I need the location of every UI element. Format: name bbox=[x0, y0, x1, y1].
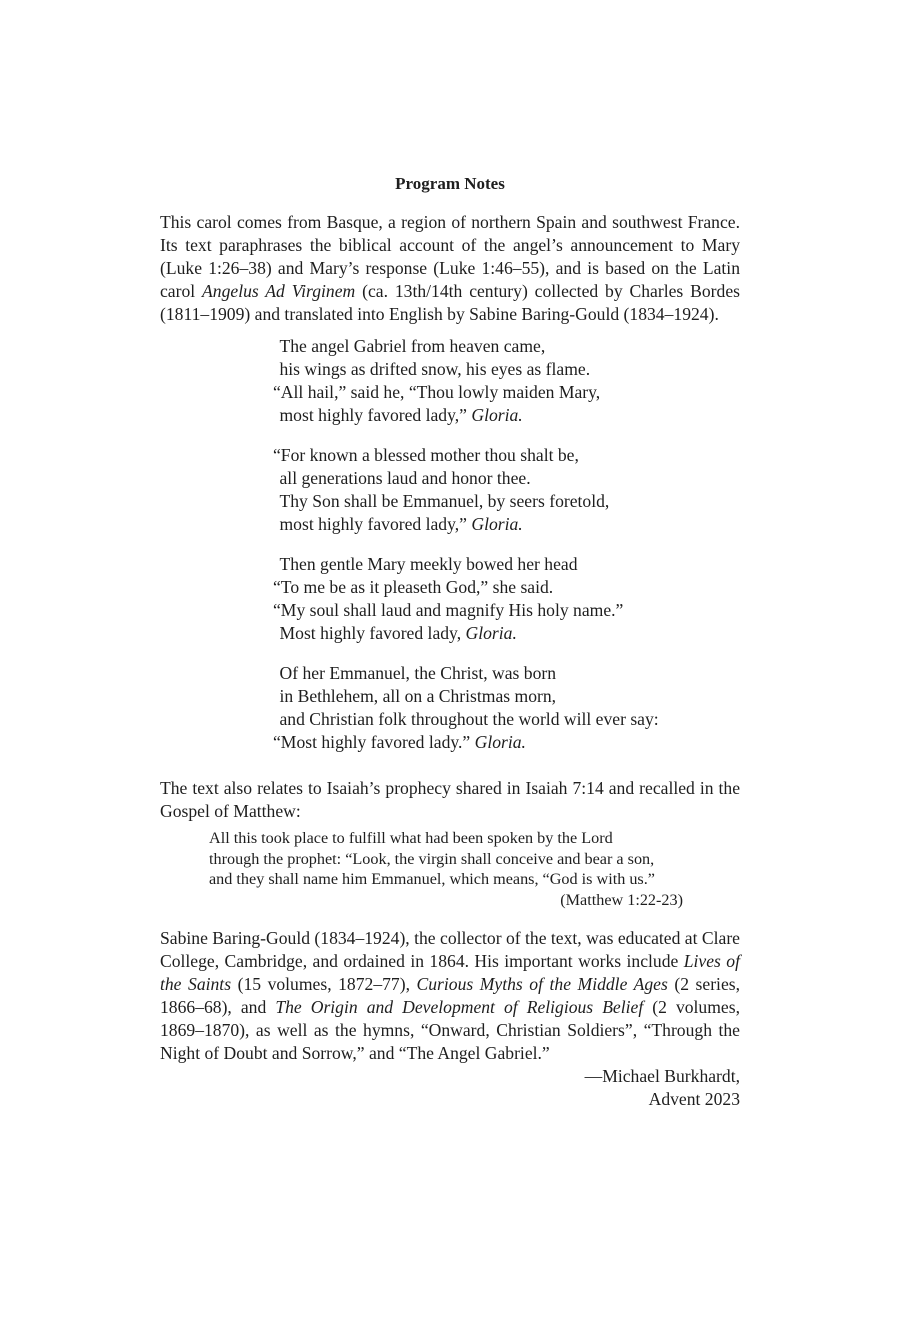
intro-line: Its text paraphrases the biblical account of the angel’s announcement to Mary bbox=[160, 235, 740, 255]
poem-line: his wings as drifted snow, his eyes as flame. bbox=[279, 359, 591, 379]
quote-line: and they shall name him Emmanuel, which means, “God is with us.” bbox=[209, 870, 655, 888]
bio-line: 1869–1870), as well as the hymns, “Onward, Christian Soldiers”, “Through the bbox=[160, 1020, 740, 1040]
signature bbox=[585, 1065, 740, 1111]
poem-line: “To me be as it pleaseth God,” she said. bbox=[273, 577, 554, 597]
poem-line: in Bethlehem, all on a Christmas morn, bbox=[279, 686, 557, 706]
isaiah-line: Gospel of Matthew: bbox=[160, 801, 301, 821]
intro-line: carol Angelus Ad Virginem (ca. 13th/14th century) collected by Charles Bordes bbox=[160, 281, 740, 301]
quote-line: through the prophet: “Look, the virgin shall conceive and bear a son, bbox=[209, 849, 655, 868]
bio-line: the Saints (15 volumes, 1872–77), Curious Myths of the Middle Ages (2 series, bbox=[160, 974, 741, 994]
scripture-quote bbox=[209, 828, 683, 910]
bio-paragraph bbox=[160, 927, 740, 1065]
poem-line: Then gentle Mary meekly bowed her head bbox=[279, 554, 578, 574]
poem-line: “All hail,” said he, “Thou lowly maiden Mary, bbox=[273, 382, 601, 402]
intro-line: (1811–1909) and translated into English by Sabine Baring-Gould (1834–1924). bbox=[160, 304, 719, 324]
intro-paragraph bbox=[160, 211, 740, 326]
isaiah-paragraph bbox=[160, 777, 740, 823]
poem-line: Of her Emmanuel, the Christ, was born bbox=[279, 663, 557, 683]
signature-date: Advent 2023 bbox=[648, 1089, 740, 1109]
poem-stanza-3 bbox=[273, 553, 623, 645]
poem-stanza-2 bbox=[273, 444, 609, 536]
intro-line: (Luke 1:26–38) and Mary’s response (Luke 1:46–55), and is based on the Latin bbox=[160, 258, 740, 278]
poem-line: “For known a blessed mother thou shalt be, bbox=[273, 445, 579, 465]
poem-line: and Christian folk throughout the world will ever say: bbox=[279, 709, 659, 729]
poem-stanza-4 bbox=[273, 662, 659, 754]
bio-line: Night of Doubt and Sorrow,” and “The Angel Gabriel.” bbox=[160, 1043, 550, 1063]
quote-line: All this took place to fulfill what had been spoken by the Lord bbox=[209, 829, 613, 847]
bio-line: College, Cambridge, and ordained in 1864. His important works include Lives of bbox=[160, 951, 740, 971]
bio-line: Sabine Baring-Gould (1834–1924), the collector of the text, was educated at Clare bbox=[160, 928, 740, 948]
bio-line: 1866–68), and The Origin and Development of Religious Belief (2 volumes, bbox=[160, 997, 740, 1017]
poem-line: “Most highly favored lady.” Gloria. bbox=[273, 732, 526, 752]
signature-name: —Michael Burkhardt, bbox=[584, 1066, 740, 1086]
poem-line: “My soul shall laud and magnify His holy name.” bbox=[273, 600, 624, 620]
poem-line: The angel Gabriel from heaven came, bbox=[279, 336, 546, 356]
poem-line: all generations laud and honor thee. bbox=[279, 468, 531, 488]
page-title: Program Notes bbox=[395, 174, 505, 193]
poem-line: most highly favored lady,” Gloria. bbox=[279, 405, 523, 425]
isaiah-line: The text also relates to Isaiah’s prophecy shared in Isaiah 7:14 and recalled in the bbox=[160, 778, 740, 798]
intro-line: This carol comes from Basque, a region of northern Spain and southwest France. bbox=[160, 212, 740, 232]
poem-line: Most highly favored lady, Gloria. bbox=[279, 623, 517, 643]
poem-stanza-1 bbox=[273, 335, 600, 427]
poem-line: most highly favored lady,” Gloria. bbox=[279, 514, 523, 534]
quote-citation: (Matthew 1:22-23) bbox=[560, 890, 683, 909]
poem-line: Thy Son shall be Emmanuel, by seers foretold, bbox=[279, 491, 610, 511]
